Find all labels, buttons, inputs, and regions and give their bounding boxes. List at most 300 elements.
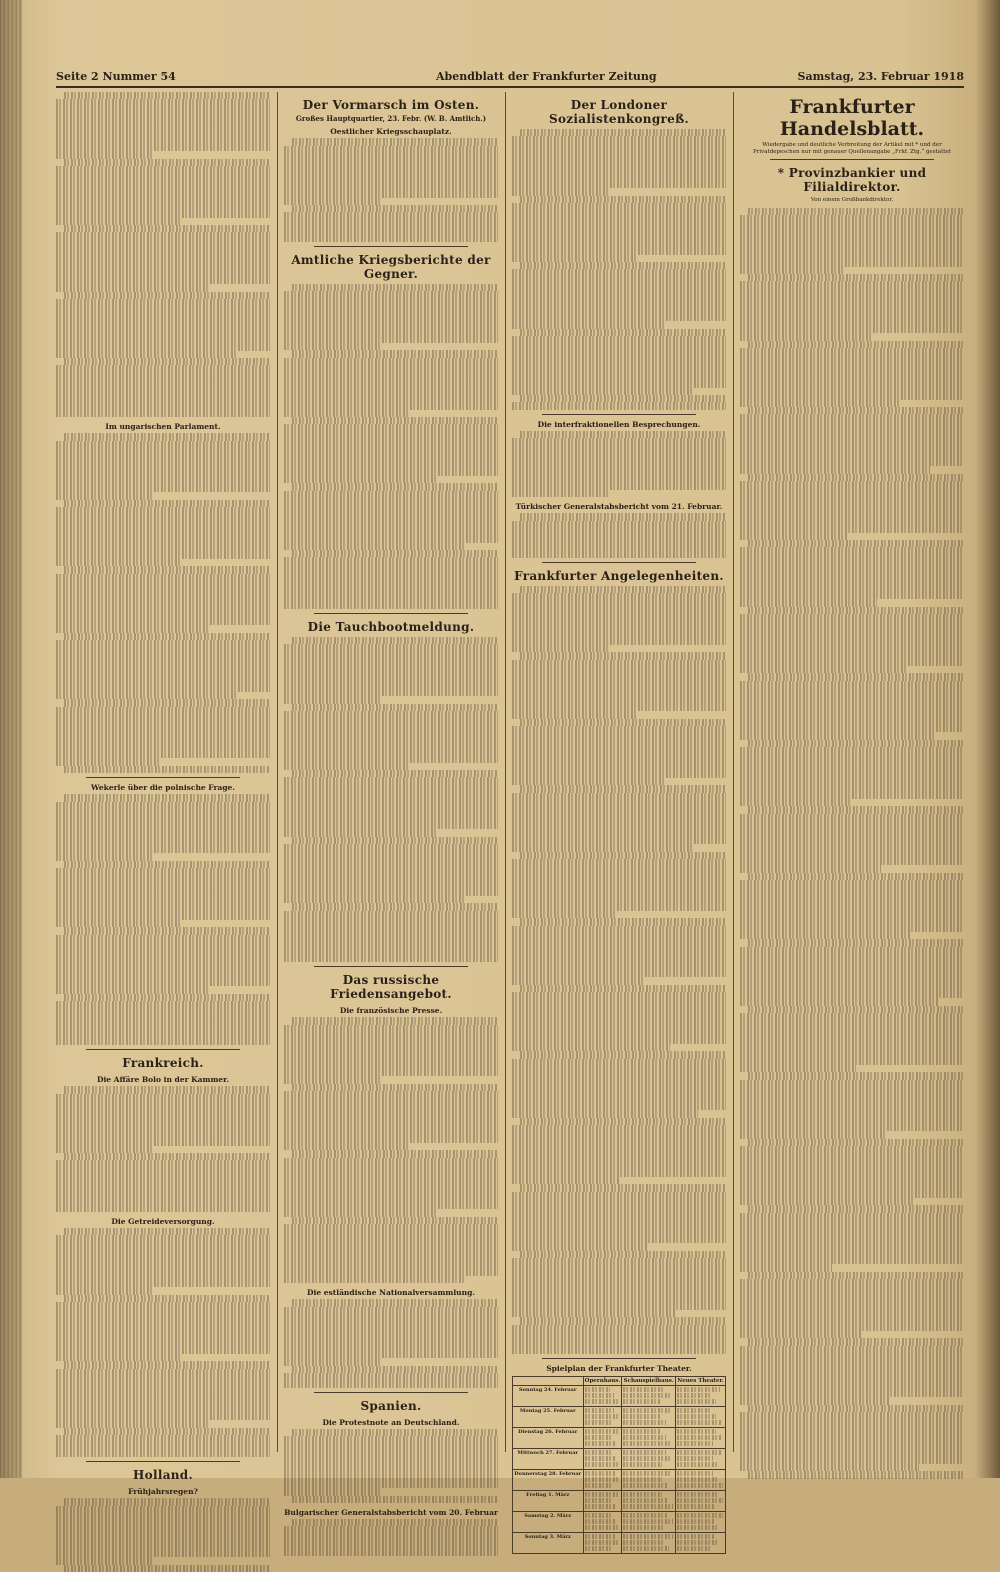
text-line: [740, 318, 964, 325]
text-line: [56, 1272, 270, 1279]
text-line: [284, 594, 498, 601]
text-line: [284, 1254, 498, 1261]
text-line: [284, 681, 498, 688]
text-line: [677, 1441, 713, 1446]
text-line: [284, 1224, 498, 1231]
text-line: [56, 957, 270, 964]
text-line: [56, 166, 270, 173]
text-line: [512, 955, 726, 962]
text-line: [56, 986, 210, 993]
theater-cell: [583, 1512, 622, 1533]
text-line: [284, 1025, 498, 1032]
text-line: [677, 1525, 719, 1530]
text-line: [585, 1462, 619, 1467]
text-line: [56, 1287, 154, 1294]
text-line: [748, 474, 964, 481]
text-line: [512, 1022, 726, 1029]
text-line: [740, 1294, 964, 1301]
text-line: [512, 711, 638, 718]
text-line: [585, 1393, 614, 1398]
text-line: [56, 1168, 270, 1175]
heading-ungarisches-parlament: Im ungarischen Parlament.: [105, 422, 221, 432]
text-line: [56, 655, 270, 662]
text-line: [512, 689, 726, 696]
text-line: [56, 255, 270, 262]
text-line: [740, 392, 964, 399]
text-line: [56, 129, 270, 136]
text-line: [512, 1088, 726, 1095]
text-line: [284, 1069, 498, 1076]
reprint-notice: Wiedergabe und deutliche Verbreitung der Artikel mit * und der Privatdepeschen nur mit genauer Quellenangabe „Frkf. Ztg.“ gestattet: [753, 142, 951, 155]
text-line: [56, 395, 270, 402]
text-line: [520, 918, 726, 925]
text-line: [512, 475, 726, 482]
text-line: [512, 1103, 726, 1110]
text-line: [284, 168, 498, 175]
text-line: [292, 837, 498, 844]
text-line: [740, 444, 964, 451]
text-line: [740, 658, 964, 665]
text-line: [740, 969, 964, 976]
text-line: [512, 1243, 647, 1250]
text-line: [512, 277, 726, 284]
text-line: [284, 822, 498, 829]
text-line: [740, 488, 964, 495]
text-line: [740, 311, 964, 318]
text-line: [284, 947, 498, 954]
text-line: [748, 740, 964, 747]
text-line: [284, 402, 498, 409]
text-line: [623, 1408, 669, 1413]
text-line: [64, 699, 270, 706]
text-line: [748, 274, 964, 281]
text-line: [284, 1202, 498, 1209]
heading-amtliche-kriegsberichte: Amtliche Kriegsberichte der Gegner.: [291, 252, 491, 281]
text-line: [740, 1242, 964, 1249]
text-line: [284, 234, 498, 241]
text-line: [740, 1131, 886, 1138]
text-line: [56, 846, 270, 853]
text-line: [56, 1265, 270, 1272]
article-text: [512, 431, 726, 498]
text-line: [740, 1080, 964, 1087]
theater-cell: [675, 1470, 725, 1491]
text-line: [520, 785, 726, 792]
text-line: [512, 623, 726, 630]
heading-tuerkischer-generalstabsbericht: Türkischer Generalstabsbericht vom 21. Februar.: [515, 502, 723, 512]
text-line: [56, 809, 270, 816]
text-line: [740, 821, 964, 828]
text-line: [284, 800, 498, 807]
article-text: [56, 433, 270, 773]
theater-cell: [622, 1533, 676, 1554]
text-line: [292, 1496, 498, 1503]
text-line: [740, 1316, 964, 1323]
text-line: [623, 1471, 671, 1476]
text-line: [740, 289, 964, 296]
text-line: [677, 1435, 722, 1440]
heading-spielplan: Spielplan der Frankfurter Theater.: [546, 1364, 692, 1374]
text-line: [284, 587, 498, 594]
text-line: [284, 1548, 498, 1555]
text-line: [512, 1029, 726, 1036]
text-line: [740, 1346, 964, 1353]
text-line: [512, 815, 726, 822]
separator: [542, 414, 696, 415]
text-line: [740, 584, 964, 591]
text-line: [56, 1535, 270, 1542]
text-line: [512, 1295, 726, 1302]
text-line: [585, 1483, 612, 1488]
text-line: [512, 940, 726, 947]
text-line: [56, 1369, 270, 1376]
text-line: [740, 828, 964, 835]
text-line: [56, 1398, 270, 1405]
text-line: [56, 707, 270, 714]
text-line: [56, 463, 270, 470]
text-line: [284, 535, 498, 542]
text-line: [623, 1477, 661, 1482]
heading-frankfurter-angelegenheiten: Frankfurter Angelegenheiten.: [514, 568, 724, 583]
text-line: [56, 1138, 270, 1145]
text-line: [512, 321, 666, 328]
text-line: [284, 1534, 498, 1541]
theater-row: [513, 1449, 726, 1470]
text-line: [512, 550, 726, 557]
heading-interfraktionelle-besprechungen: Die interfraktionellen Besprechungen.: [537, 419, 701, 429]
heading-provinzbankier: * Provinzbankier und Filialdirektor.: [777, 166, 927, 194]
text-line: [292, 284, 498, 291]
heading-tauchbootmeldung: Die Tauchbootmeldung.: [307, 620, 475, 635]
text-line: [512, 1221, 726, 1228]
text-line: [284, 410, 410, 417]
text-line: [512, 1236, 726, 1243]
heading-bulgarischer-generalstabsbericht: Bulgarischer Generalstabsbericht vom 20. Februar: [284, 1507, 498, 1517]
text-line: [512, 1140, 726, 1147]
text-line: [56, 1324, 270, 1331]
text-line: [740, 1154, 964, 1161]
text-line: [292, 205, 498, 212]
theater-cell: [675, 1386, 725, 1407]
text-line: [512, 255, 638, 262]
text-line: [740, 518, 964, 525]
text-line: [512, 667, 726, 674]
text-line: [56, 365, 270, 372]
text-line: [740, 1375, 964, 1382]
text-line: [284, 1054, 498, 1061]
text-line: [56, 218, 182, 225]
text-line: [284, 1314, 498, 1321]
article-text: [284, 1017, 498, 1283]
heading-fruehjahrsregen: Frühjahrsregen?: [128, 1487, 198, 1497]
text-line: [740, 385, 964, 392]
text-line: [740, 348, 964, 355]
text-line: [740, 1176, 964, 1183]
text-line: [284, 1473, 498, 1480]
text-line: [740, 791, 964, 798]
text-line: [56, 1450, 270, 1457]
theater-cell: [583, 1470, 622, 1491]
text-line: [740, 984, 964, 991]
text-line: [284, 580, 498, 587]
text-line: [284, 454, 498, 461]
text-line: [284, 792, 498, 799]
text-line: [56, 455, 270, 462]
text-line: [740, 222, 964, 229]
text-line: [585, 1471, 615, 1476]
text-line: [740, 732, 935, 739]
text-line: [56, 336, 270, 343]
separator: [542, 1358, 696, 1359]
text-line: [677, 1477, 718, 1482]
text-line: [623, 1513, 667, 1518]
text-line: [512, 225, 726, 232]
theater-header-row: [513, 1377, 726, 1386]
text-line: [284, 161, 498, 168]
text-line: [740, 304, 964, 311]
text-line: [284, 1091, 498, 1098]
text-line: [512, 1000, 726, 1007]
theater-col-opernhaus: Opernhaus.: [584, 1378, 621, 1385]
text-line: [56, 1405, 270, 1412]
text-line: [677, 1408, 711, 1413]
theater-day-label: Freitag 1. März: [513, 1491, 584, 1512]
heading-wekerle: Wekerle über die polnische Frage.: [91, 783, 235, 793]
text-line: [740, 644, 964, 651]
text-line: [284, 543, 466, 550]
heading-londoner-sozialistenkongress: Der Londoner Sozialistenkongreß.: [549, 98, 689, 126]
text-line: [740, 451, 964, 458]
text-line: [740, 1168, 964, 1175]
text-line: [292, 637, 498, 644]
text-line: [56, 559, 182, 566]
text-line: [284, 1099, 498, 1106]
text-line: [56, 240, 270, 247]
text-line: [284, 1136, 498, 1143]
theater-day-label: Samstag 2. März: [513, 1512, 584, 1533]
text-line: [740, 1043, 964, 1050]
text-line: [56, 1131, 270, 1138]
text-line: [512, 446, 726, 453]
text-line: [512, 159, 726, 166]
text-line: [623, 1450, 665, 1455]
text-line: [623, 1429, 660, 1434]
text-line: [512, 645, 610, 652]
text-line: [284, 1336, 498, 1343]
text-line: [284, 874, 498, 881]
text-line: [512, 1125, 726, 1132]
text-line: [56, 853, 154, 860]
article-text: [284, 1299, 498, 1388]
theater-row: [513, 1533, 726, 1554]
text-line: [284, 711, 498, 718]
text-line: [512, 1280, 726, 1287]
text-line: [284, 1466, 498, 1473]
text-line: [512, 807, 726, 814]
text-line: [56, 831, 270, 838]
text-line: [748, 1338, 964, 1345]
text-line: [677, 1471, 713, 1476]
text-line: [740, 1013, 964, 1020]
text-line: [520, 1317, 726, 1324]
text-line: [56, 1160, 270, 1167]
text-line: [740, 710, 964, 717]
text-line: [56, 232, 270, 239]
text-line: [284, 1459, 498, 1466]
text-line: [585, 1408, 614, 1413]
text-line: [585, 1519, 616, 1524]
theater-cell: [675, 1449, 725, 1470]
text-line: [740, 1360, 964, 1367]
text-line: [292, 350, 498, 357]
theater-row: [513, 1428, 726, 1449]
text-line: [520, 1184, 726, 1191]
theater-cell: [675, 1491, 725, 1512]
text-line: [585, 1414, 618, 1419]
text-line: [64, 1565, 270, 1572]
heading-vormarsch: Der Vormarsch im Osten.: [302, 98, 480, 112]
text-line: [284, 1261, 498, 1268]
text-line: [56, 1123, 270, 1130]
text-line: [520, 652, 726, 659]
text-line: [512, 343, 726, 350]
text-line: [56, 1309, 270, 1316]
text-line: [740, 1257, 964, 1264]
text-line: [512, 536, 726, 543]
text-line: [56, 603, 270, 610]
binding-edge: [0, 0, 22, 1478]
text-line: [740, 725, 964, 732]
text-line: [512, 1155, 726, 1162]
text-line: [284, 1032, 498, 1039]
text-line: [512, 881, 726, 888]
text-line: [740, 880, 964, 887]
text-line: [56, 522, 270, 529]
theater-cell: [583, 1449, 622, 1470]
text-line: [56, 1146, 154, 1153]
text-line: [740, 267, 843, 274]
text-line: [64, 1498, 270, 1505]
text-line: [284, 644, 498, 651]
text-line: [56, 684, 270, 691]
text-line: [740, 422, 964, 429]
text-line: [56, 1317, 270, 1324]
text-line: [284, 881, 498, 888]
text-line: [512, 726, 726, 733]
text-line: [512, 1147, 726, 1154]
text-line: [740, 1301, 964, 1308]
text-line: [677, 1429, 716, 1434]
separator: [86, 777, 240, 778]
theater-cell: [675, 1407, 725, 1428]
text-line: [56, 1031, 270, 1038]
text-line: [284, 1143, 410, 1150]
text-line: [740, 562, 964, 569]
text-line: [740, 503, 964, 510]
text-line: [512, 970, 726, 977]
text-line: [284, 1076, 382, 1083]
article-text: [512, 513, 726, 557]
text-line: [56, 574, 270, 581]
text-line: [740, 296, 964, 303]
text-line: [512, 867, 726, 874]
text-line: [512, 1066, 726, 1073]
text-line: [56, 314, 270, 321]
text-line: [520, 262, 726, 269]
text-line: [740, 1309, 964, 1316]
text-line: [284, 1047, 498, 1054]
text-line: [56, 670, 270, 677]
text-line: [520, 431, 726, 438]
text-line: [740, 1190, 964, 1197]
text-line: [512, 151, 726, 158]
separator: [770, 159, 934, 160]
text-line: [623, 1393, 669, 1398]
text-line: [740, 1235, 964, 1242]
text-line: [512, 926, 726, 933]
text-line: [623, 1546, 668, 1551]
text-line: [512, 380, 726, 387]
text-line: [512, 593, 726, 600]
heading-oestlicher-kriegsschauplatz: Oestlicher Kriegsschauplatz.: [330, 127, 452, 137]
text-line: [740, 762, 964, 769]
text-line: [284, 365, 498, 372]
text-line: [56, 714, 270, 721]
text-line: [740, 747, 964, 754]
text-line: [512, 1347, 726, 1354]
theater-cell: [622, 1407, 676, 1428]
text-line: [56, 905, 270, 912]
text-line: [64, 566, 270, 573]
text-line: [56, 173, 270, 180]
text-line: [740, 577, 964, 584]
text-line: [623, 1456, 671, 1461]
text-line: [740, 599, 877, 606]
text-line: [284, 432, 498, 439]
text-line: [512, 1229, 726, 1236]
text-line: [56, 151, 154, 158]
theater-cell: [583, 1407, 622, 1428]
text-line: [284, 1373, 498, 1380]
text-line: [56, 1116, 270, 1123]
heading-holland: Holland.: [133, 1468, 193, 1483]
text-line: [740, 947, 964, 954]
text-line: [512, 608, 726, 615]
text-line: [56, 373, 270, 380]
text-line: [292, 1519, 498, 1526]
text-line: [677, 1483, 723, 1488]
article-text: [284, 138, 498, 241]
text-line: [512, 1007, 726, 1014]
text-line: [740, 1087, 964, 1094]
text-line: [512, 1266, 726, 1273]
text-line: [284, 520, 498, 527]
text-line: [740, 621, 964, 628]
text-line: [740, 814, 964, 821]
text-line: [56, 1550, 270, 1557]
heading-protestnote: Die Protestnote an Deutschland.: [322, 1418, 460, 1427]
text-line: [56, 380, 270, 387]
text-line: [740, 961, 964, 968]
text-line: [623, 1483, 667, 1488]
text-line: [512, 682, 726, 689]
text-line: [623, 1420, 665, 1425]
text-line: [740, 1464, 919, 1471]
text-line: [56, 1258, 270, 1265]
text-line: [512, 232, 726, 239]
text-line: [740, 326, 964, 333]
text-line: [284, 785, 498, 792]
